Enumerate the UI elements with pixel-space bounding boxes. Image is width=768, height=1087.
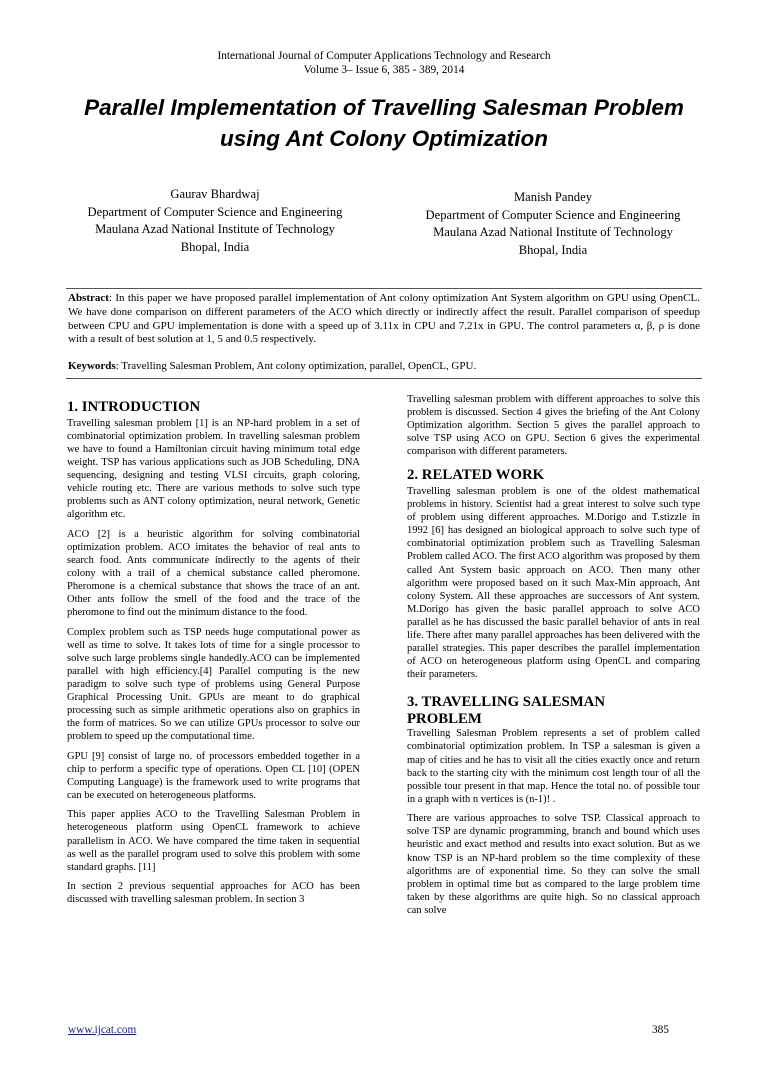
heading-line: PROBLEM: [407, 710, 482, 727]
author-block-2: [388, 189, 718, 259]
paragraph: ACO [2] is a heuristic algorithm for solving combinatorial optimization problem. ACO imitates the behavior of real ants to search food. Ants communicate indirectly to the agents of their colony with a trail of a chemical substance called pheromone. Pheromone is a chemical substance that shows the trace of an ant. Other ants follow the smell of the food and the trace of the pheromone to find out the minimum distance to the food.: [67, 528, 360, 619]
section-heading-travelling-salesman: [407, 694, 700, 727]
author-department: Department of Computer Science and Engineering: [425, 207, 681, 222]
abstract: [68, 292, 700, 347]
paragraph: In section 2 previous sequential approaches for ACO has been discussed with travelling salesman problem. In section 3: [67, 881, 360, 906]
author-name: Manish Pandey: [513, 190, 592, 204]
journal-name: International Journal of Computer Applications Technology and Research: [217, 50, 551, 62]
author-city: Bhopal, India: [518, 242, 588, 257]
divider-bottom: [66, 378, 702, 379]
paper-title-line-2: using Ant Colony Optimization: [220, 126, 548, 151]
right-column: [407, 393, 700, 923]
paragraph: There are various approaches to solve TSP. Classical approach to solve TSP are dynamic programming, branch and bound which uses heuristic and exact method and results into exact solution. But as we know TSP is an NP-hard problem so the time complexity of these algorithms are of exponential time. So they can solve the small problem in optimal time but as compared to the large problem time taken by these algorithms are quite high. So no classical approach can solve: [407, 813, 700, 916]
paragraph: Travelling salesman problem [1] is an NP-hard problem in a set of combinatorial optimization problem. In travelling salesman problem we have to found a Hamiltonian circuit having minimum total edge weight. TSP has various applications such as JOB Scheduling, DNA sequencing, designing and testing VLSI circuits, graph coloring, vehicle routing etc. There are various methods to solve such type problems such as ANT colony optimization, neural network, Genetic algorithm etc.: [67, 417, 360, 521]
section-heading-related-work: 2. RELATED WORK: [407, 467, 545, 484]
abstract-text: : In this paper we have proposed parallel implementation of Ant colony optimization Ant System algorithm on GPU using OpenCL. We have done comparison on different parameters of the ACO which directly or indirectly affect the result. Parallel comparison of speedup between CPU and GPU implementation is done with a speed up of 3.11x in CPU and 7.21x in GPU. The control parameters α, β, ρ is done with a result of best solution at 1, 5 and 0.5 respectively.: [68, 292, 700, 346]
keywords-label: Keywords: [68, 360, 116, 372]
paragraph: Complex problem such as TSP needs huge computational power as well as time to solve. It takes lots of time for a single processor to solve such large problems single handedly.ACO can be implemented parallel with high efficiency.[4] Parallel computing is the new paradigm to solve such type of problems using General Purpose Graphical Processing Unit. GPUs are meant to do graphical processing such as simple arithmetic operations also on graphics in the form of matrices. So we can utilize GPUs processor to solve our problem to speed up the computational time.: [67, 626, 360, 743]
left-column: [67, 399, 360, 913]
keywords: [68, 360, 700, 374]
paragraph: Travelling salesman problem is one of the oldest mathematical problems in history. Scientist had a great interest to solve such type of problem using different approaches. M.Dorigo and T.stizzle in 1992 [6] has designed an biological approach to solve such type of combinatorial optimization problem such as Travelling Salesman Problem called ACO. The first ACO algorithm was proposed by them called Ant System basic approach on ACO. Then many other algorithm were proposed based on it such Max-Min approach, Ant colony System. All these approaches are successors of Ant system. M.Dorigo has given the basic parallel approach to solve ACO parallel as he has discussed the basic parallel behavior of ants in real life. There after many parallel approaches has been delivered with the parallel strategies. This paper describes the parallel implementation of ACO on heterogeneous platform using OpenCL and comparing their parameters.: [407, 485, 700, 681]
author-city: Bhopal, India: [180, 239, 250, 254]
paragraph: Travelling salesman problem with different approaches to solve this problem is discussed. Section 4 gives the briefing of the Ant Colony Optimization algorithm. Section 5 gives the parallel approach to solve TSP using ACO on GPU. Section 6 gives the experimental comparison with different parameters.: [407, 394, 700, 458]
keywords-text: : Travelling Salesman Problem, Ant colony optimization, parallel, OpenCL, GPU.: [115, 360, 477, 372]
section-heading-introduction: 1. INTRODUCTION: [67, 399, 201, 415]
paper-title: [30, 92, 738, 154]
abstract-label: Abstract: [68, 292, 109, 304]
paragraph: Travelling Salesman Problem represents a set of problem called combinatorial optimization problem. In TSP a salesman is given a map of cities and he has to visit all the cities exactly once and return back to the starting city with the minimum cost length tour of all the possible tour present in that map. Hence the total no. of possible tour in a graph with n vertices is (n-1)! .: [407, 728, 700, 805]
author-institute: Maulana Azad National Institute of Technology: [433, 225, 673, 239]
divider-top: [66, 288, 702, 289]
paragraph: GPU [9] consist of large no. of processors embedded together in a chip to perform a specific type of operations. Open CL [10] (OPEN Computing Language) is the framework used to write programs that can be executed on heterogeneous platforms.: [67, 750, 360, 801]
author-institute: Maulana Azad National Institute of Technology: [95, 222, 335, 236]
footer-link[interactable]: www.ijcat.com: [68, 1024, 137, 1036]
journal-volume: Volume 3– Issue 6, 385 - 389, 2014: [303, 64, 465, 76]
author-block-1: [50, 186, 380, 256]
paper-title-line-1: Parallel Implementation of Travelling Salesman Problem: [84, 95, 684, 120]
paragraph: This paper applies ACO to the Travelling Salesman Problem in heterogeneous platform using OpenCL framework to achieve parallelism in ACO. We have compared the time taken in sequential as well as the parallel program used to solve this problem with some standard graphs. [11]: [67, 809, 360, 873]
page-number: 385: [652, 1024, 669, 1036]
author-name: Gaurav Bhardwaj: [170, 187, 260, 201]
heading-line: 3. TRAVELLING SALESMAN: [407, 694, 606, 711]
author-department: Department of Computer Science and Engineering: [87, 204, 343, 219]
